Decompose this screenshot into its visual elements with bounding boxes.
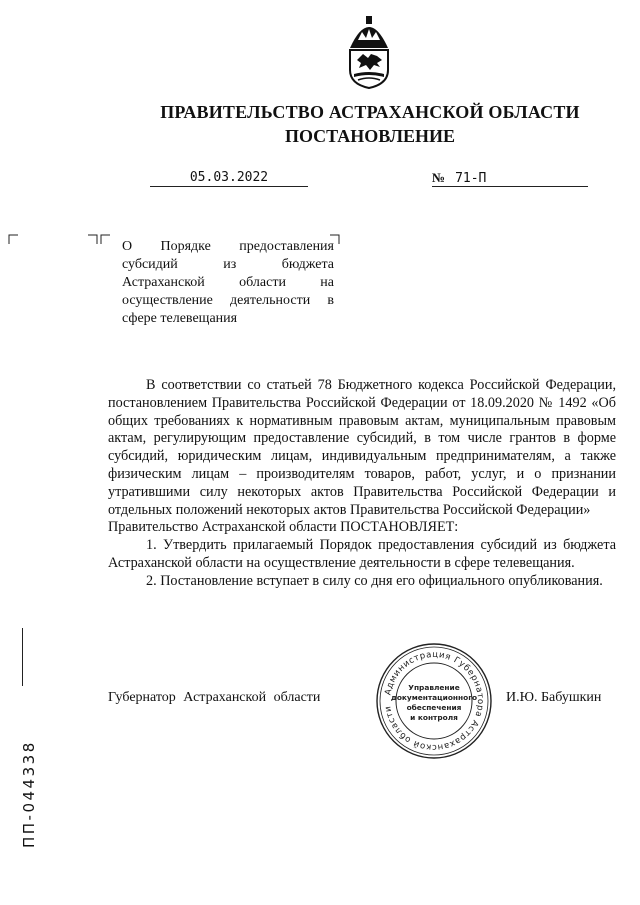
document-subject: О Порядке предоставления субсидий из бюджета Астраханской области на осуществление деятельности в сфере телевещания bbox=[122, 239, 334, 326]
document-number: 71-П bbox=[455, 171, 487, 186]
stamp-line-2: документационного bbox=[390, 693, 478, 702]
organization-title: ПРАВИТЕЛЬСТВО АСТРАХАНСКОЙ ОБЛАСТИ bbox=[160, 102, 580, 122]
preamble-paragraph: В соответствии со статьей 78 Бюджетного кодекса Российской Федерации, постановлением Правительства Российской Федерации от 18.09.2020 № 1492 «Об общих требованиях к нормативным правовым актам, муниципальным правовым актам, регулирующим предоставление субсидий, в том числе грантов в форме субсидий, юридическим лицам, индивидуальным предпринимателям, а также физическим лицам – производителям товаров, работ, услуг, и о признании утратившими силу некоторых актов Правительства Российской Федерации и отдельных положений некоторых актов Правительства Российской Федерации» bbox=[108, 377, 616, 518]
margin-rule bbox=[22, 628, 23, 686]
number-sign-label: № bbox=[432, 170, 446, 185]
coat-of-arms-icon bbox=[344, 14, 394, 90]
resolution-item-1: 1. Утвердить прилагаемый Порядок предоставления субсидий из бюджета Астраханской области на осуществление деятельности в сфере телевещания. bbox=[108, 537, 616, 571]
document-serial-code: ПП-044338 bbox=[20, 740, 38, 848]
stamp-line-3: обеспечения bbox=[406, 703, 462, 712]
stamp-line-4: и контроля bbox=[410, 713, 458, 722]
resolution-statement: Правительство Астраханской области ПОСТАНОВЛЯЕТ: bbox=[108, 519, 459, 536]
stamp-ring-text: Администрация Губернатора Астраханской области bbox=[383, 649, 486, 753]
signatory-title: Губернатор Астраханской области bbox=[108, 690, 321, 705]
document-body bbox=[108, 377, 616, 591]
signatory-name: И.Ю. Бабушкин bbox=[506, 690, 602, 705]
document-number-field bbox=[432, 170, 588, 187]
stamp-line-1: Управление bbox=[408, 683, 460, 692]
corner-bracket-icon bbox=[100, 234, 110, 244]
official-stamp bbox=[375, 642, 493, 760]
corner-bracket-icon bbox=[88, 234, 98, 244]
document-date: 05.03.2022 bbox=[150, 170, 308, 187]
corner-bracket-icon bbox=[8, 234, 18, 244]
document-type-heading: ПОСТАНОВЛЕНИЕ bbox=[284, 126, 456, 146]
resolution-item-2: 2. Постановление вступает в силу со дня его официального опубликования. bbox=[146, 572, 603, 589]
